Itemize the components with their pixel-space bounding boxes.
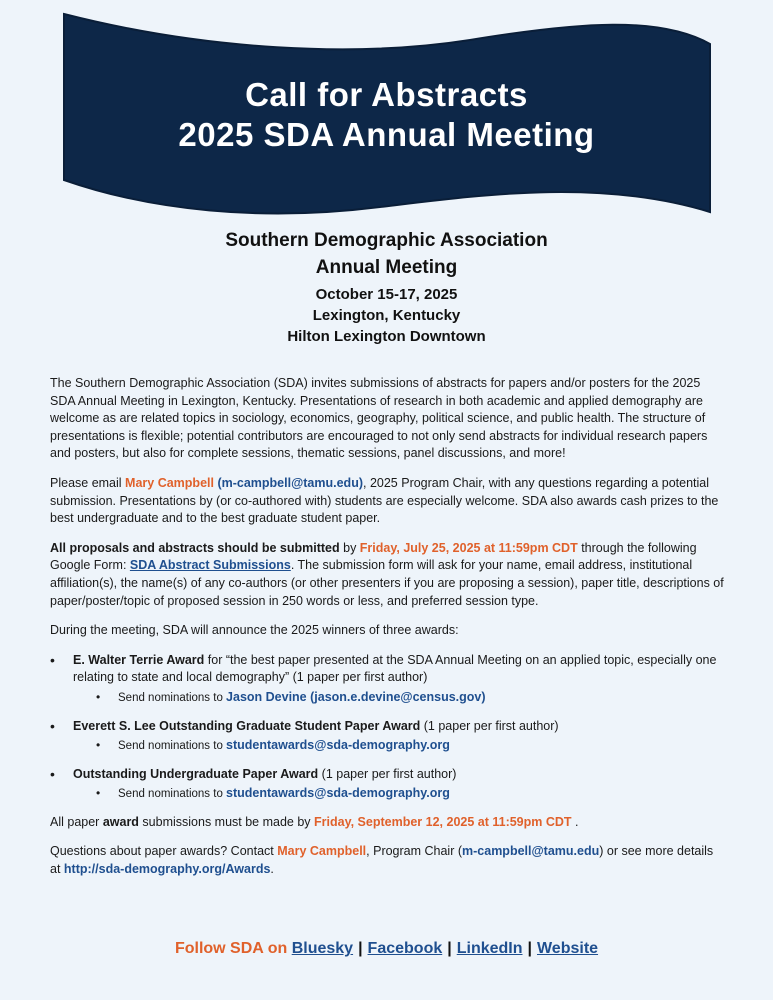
award-desc: (1 paper per first author) — [420, 718, 559, 733]
bluesky-link[interactable]: Bluesky — [291, 940, 354, 957]
banner-title-line1: Call for Abstracts — [245, 76, 528, 113]
award-nomination — [118, 689, 726, 708]
award-name: Everett S. Lee Outstanding Graduate Student Paper Award — [73, 718, 421, 733]
deadline-mid: submissions must be made by — [138, 814, 315, 829]
award-name: Outstanding Undergraduate Paper Award — [73, 766, 319, 781]
footer-separator: | — [527, 940, 532, 957]
questions-paragraph — [50, 843, 726, 878]
award-deadline-date: Friday, September 12, 2025 at 11:59pm CDT — [314, 814, 572, 829]
awards-list — [50, 652, 726, 804]
deadline-bold: award — [102, 814, 139, 829]
deadline-pre: All paper — [50, 814, 103, 829]
facebook-link[interactable]: Facebook — [367, 940, 443, 957]
nomination-contact[interactable]: studentawards@sda-demography.org — [226, 786, 450, 801]
meeting-venue: Hilton Lexington Downtown — [287, 328, 486, 345]
nomination-prefix: Send nominations to — [118, 740, 227, 753]
meeting-dates: October 15-17, 2025 — [315, 286, 458, 303]
submit-mid: through the following Google Form: — [50, 540, 697, 573]
questions-email[interactable]: m-campbell@tamu.edu — [462, 844, 600, 859]
submit-post: . The submission form will ask for your name, email address, institutional affiliation(s), the name(s) of any co-authors (or other presenters if you are proposing a session), paper title, descriptions of paper/poster/topic of proposed session in 250 words or less, and preferred session type. — [50, 558, 724, 608]
award-deadline-paragraph — [50, 814, 726, 832]
award-name: E. Walter Terrie Award — [73, 652, 205, 667]
footer-separator: | — [447, 940, 452, 957]
body-content — [50, 375, 726, 891]
nomination-contact[interactable]: Jason Devine (jason.e.devine@census.gov) — [226, 689, 486, 704]
nomination-prefix: Send nominations to — [118, 691, 227, 704]
submit-by: by — [339, 540, 360, 555]
linkedin-link[interactable]: LinkedIn — [456, 940, 523, 957]
awards-url-link[interactable]: http://sda-demography.org/Awards — [63, 862, 271, 877]
abstract-submission-link[interactable]: SDA Abstract Submissions — [129, 558, 291, 573]
award-desc: for “the best paper presented at the SDA Annual Meeting on an applied topic, especially one relating to state and local demography” (1 paper per first author) — [73, 652, 717, 685]
org-name: Southern Demographic Association — [225, 230, 548, 251]
intro-paragraph: The Southern Demographic Association (SDA) invites submissions of abstracts for papers and/or posters for the 2025 SDA Annual Meeting in Lexington, Kentucky. Presentations of research in both academic and applied demography are welcome as are related topics in sociology, economics, geography, political science, and public health. The structure of presentations is flexible; potential contributors are encouraged to not only send abstracts for individual research papers and posters, but also for complete sessions, thematic sessions, panel discussions, and more! — [50, 376, 708, 461]
deadline-post: . — [571, 814, 579, 829]
award-item-undergrad — [50, 766, 726, 804]
meeting-name: Annual Meeting — [315, 257, 458, 278]
meeting-location: Lexington, Kentucky — [312, 307, 461, 324]
award-desc: (1 paper per first author) — [318, 766, 457, 781]
nomination-contact[interactable]: studentawards@sda-demography.org — [226, 738, 450, 753]
awards-intro: During the meeting, SDA will announce the 2025 winners of three awards: — [50, 623, 459, 638]
award-item-lee — [50, 718, 726, 756]
social-footer — [0, 940, 773, 958]
questions-mid: , Program Chair ( — [366, 844, 463, 859]
contact-email[interactable]: (m-campbell@tamu.edu) — [217, 475, 363, 490]
submit-lead: All proposals and abstracts should be submitted — [50, 540, 340, 555]
questions-pre: Questions about paper awards? Contact — [50, 844, 278, 859]
questions-post: . — [270, 862, 274, 877]
nomination-prefix: Send nominations to — [118, 788, 227, 801]
footer-separator: | — [358, 940, 363, 957]
award-nomination — [118, 737, 726, 756]
website-link[interactable]: Website — [536, 940, 599, 957]
award-item-terrie — [50, 652, 726, 708]
submit-deadline: Friday, July 25, 2025 at 11:59pm CDT — [359, 540, 578, 555]
questions-name: Mary Campbell — [277, 844, 367, 859]
footer-lead: Follow SDA on — [174, 940, 292, 957]
submit-paragraph — [50, 540, 726, 610]
questions-mid2: ) or see more details at — [50, 844, 714, 877]
contact-pre: Please email — [50, 475, 126, 490]
banner-title-line2: 2025 SDA Annual Meeting — [178, 116, 595, 153]
award-nomination — [118, 785, 726, 804]
contact-name: Mary Campbell — [125, 475, 214, 490]
contact-paragraph — [50, 475, 726, 528]
contact-post: , 2025 Program Chair, with any questions regarding a potential submission. Presentations by (or co-authored with) students are especially welcome. SDA also awards cash prizes to the best undergraduate and to the best graduate student paper. — [50, 475, 719, 526]
